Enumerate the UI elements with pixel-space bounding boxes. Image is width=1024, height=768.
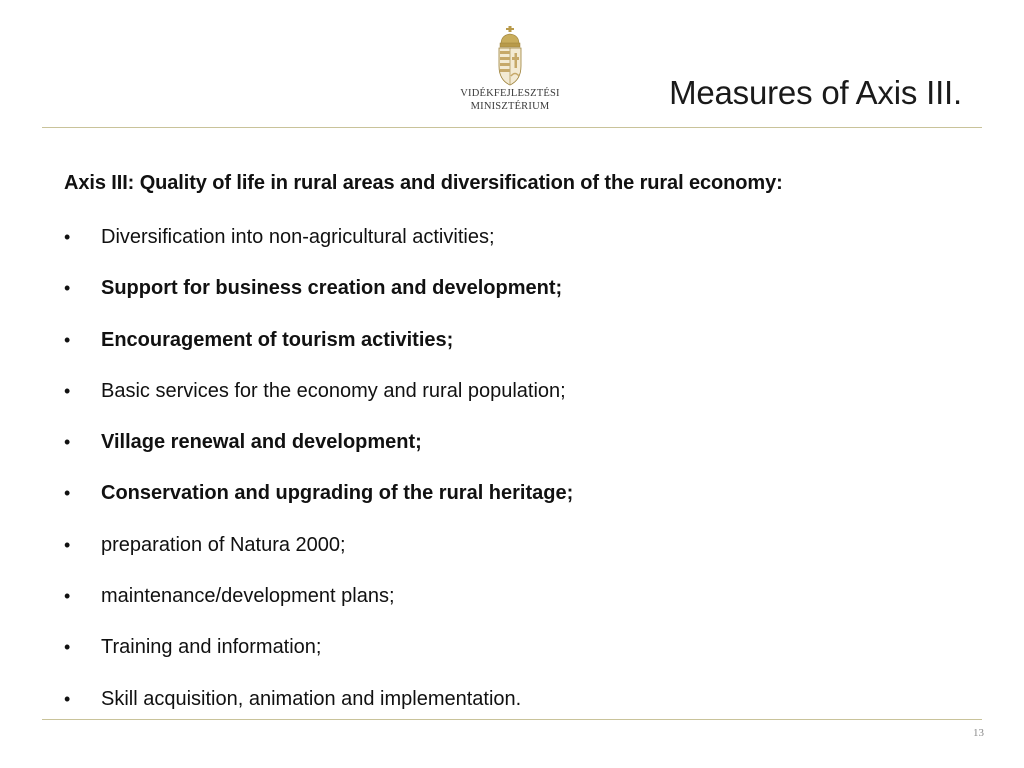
bullet-marker: •: [64, 483, 71, 504]
bullet-marker: •: [64, 637, 71, 658]
bullet-item: [64, 633, 573, 684]
bullet-text: Village renewal and development;: [101, 431, 422, 454]
bullet-marker: •: [64, 227, 71, 247]
bottom-divider: [42, 719, 982, 720]
bullet-item: [64, 479, 573, 530]
ministry-name-line-2: MINISZTÉRIUM: [470, 101, 550, 112]
bullet-text: maintenance/development plans;: [101, 585, 395, 608]
bullet-item: [64, 274, 573, 325]
bullet-item: [64, 582, 573, 633]
ministry-logo: [460, 26, 560, 118]
bullet-item: [64, 531, 573, 582]
bullet-list: [64, 223, 573, 736]
bullet-item: [64, 685, 573, 736]
section-heading: Axis III: Quality of life in rural areas and diversification of the rural economy:: [64, 172, 783, 194]
bullet-item: [64, 377, 573, 428]
bullet-item: [64, 428, 573, 479]
bullet-text: Conservation and upgrading of the rural heritage;: [101, 482, 574, 505]
bullet-text: Skill acquisition, animation and implementation.: [101, 687, 522, 710]
slide-title: Measures of Axis III.: [669, 74, 962, 111]
bullet-item: [64, 223, 573, 274]
bullet-item: [64, 326, 573, 377]
bullet-text: Training and information;: [101, 636, 322, 659]
coat-of-arms-icon: [495, 26, 525, 86]
bullet-text: Basic services for the economy and rural population;: [101, 379, 566, 402]
bullet-text: Diversification into non-agricultural activities;: [101, 226, 495, 248]
bullet-marker: •: [64, 380, 71, 401]
bullet-marker: •: [64, 432, 71, 453]
bullet-marker: •: [64, 278, 71, 299]
ministry-name-line-1: VIDÉKFEJLESZTÉSI: [460, 88, 560, 99]
bullet-text: preparation of Natura 2000;: [101, 533, 346, 556]
bullet-text: Support for business creation and development;: [101, 277, 563, 300]
bullet-marker: •: [64, 688, 71, 709]
top-divider: [42, 127, 982, 128]
bullet-marker: •: [64, 586, 71, 607]
bullet-text: Encouragement of tourism activities;: [101, 328, 454, 351]
page-number: 13: [973, 727, 984, 739]
bullet-marker: •: [64, 329, 71, 350]
bullet-marker: •: [64, 534, 71, 555]
